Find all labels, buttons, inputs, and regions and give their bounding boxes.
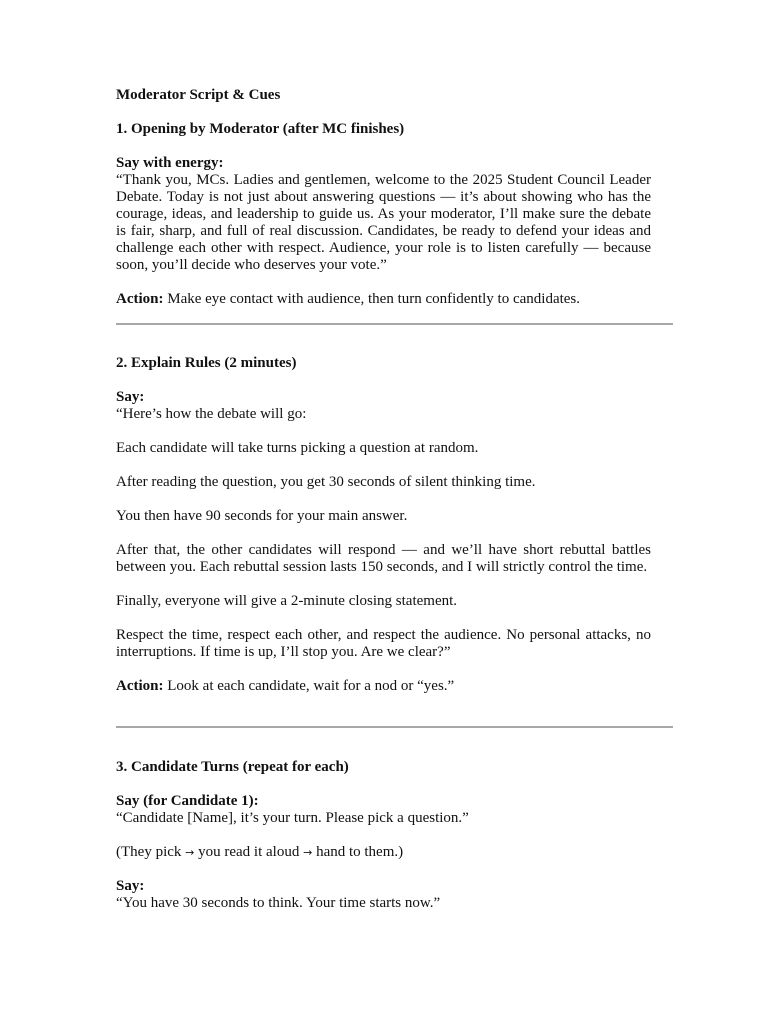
rule-item: Respect the time, respect each other, and respect the audience. No personal attacks, no interruptions. If time is up, I’ll stop you. Are we clear?” [116,627,651,660]
document-body [116,87,651,308]
stage-direction-part: you read it aloud [198,844,300,860]
rule-item: After that, the other candidates will respond — and we’ll have short rebuttal battles between you. Each rebuttal session lasts 150 seconds, and I will strictly control the time. [116,542,651,575]
rule-item: After reading the question, you get 30 seconds of silent thinking time. [116,474,536,490]
stage-direction-part: (They pick [116,844,182,860]
document-title: Moderator Script & Cues [116,87,281,103]
section-1-action-label: Action: [116,291,164,307]
section-divider-1 [116,323,673,325]
section-1-action [116,291,651,308]
section-2-action-label: Action: [116,678,164,694]
section-3-say-label-2: Say: [116,878,145,894]
rule-item: You then have 90 seconds for your main answer. [116,508,408,524]
section-1-say-text: “Thank you, MCs. Ladies and gentlemen, welcome to the 2025 Student Council Leader Debate. Today is not just about answering questions — it’s about showing who has the courage, ideas, and leadership to guide us. As your moderator, I’ll make sure the debate is fair, sharp, and full of real discussion. Candidates, be ready to defend your ideas and challenge each other with respect. Audience, your role is to listen carefully — because soon, you’ll decide who deserves your vote.” [116,172,651,273]
section-3-say-text-2: “You have 30 seconds to think. Your time starts now.” [116,895,441,911]
section-2-heading: 2. Explain Rules (2 minutes) [116,355,297,371]
section-2 [116,355,651,695]
rule-item: Each candidate will take turns picking a question at random. [116,440,479,456]
section-2-say-label: Say: [116,389,145,405]
section-3-say-label-1: Say (for Candidate 1): [116,793,259,809]
section-divider-2 [116,726,673,728]
section-1-say-label: Say with energy: [116,155,224,171]
section-3 [116,759,651,912]
section-3-say-text-1: “Candidate [Name], it’s your turn. Please pick a question.” [116,810,469,826]
stage-direction-part: hand to them.) [316,844,404,860]
rule-item: Finally, everyone will give a 2-minute closing statement. [116,593,458,609]
section-2-action-text: Look at each candidate, wait for a nod or “yes.” [167,678,455,694]
section-2-action [116,678,651,695]
stage-direction [116,844,651,861]
section-3-heading: 3. Candidate Turns (repeat for each) [116,759,349,775]
section-1-heading: 1. Opening by Moderator (after MC finishes) [116,121,405,137]
section-2-intro: “Here’s how the debate will go: [116,406,307,422]
section-1-action-text: Make eye contact with audience, then turn confidently to candidates. [167,291,581,307]
right-arrow-icon: → [303,846,313,859]
right-arrow-icon: → [185,846,195,859]
